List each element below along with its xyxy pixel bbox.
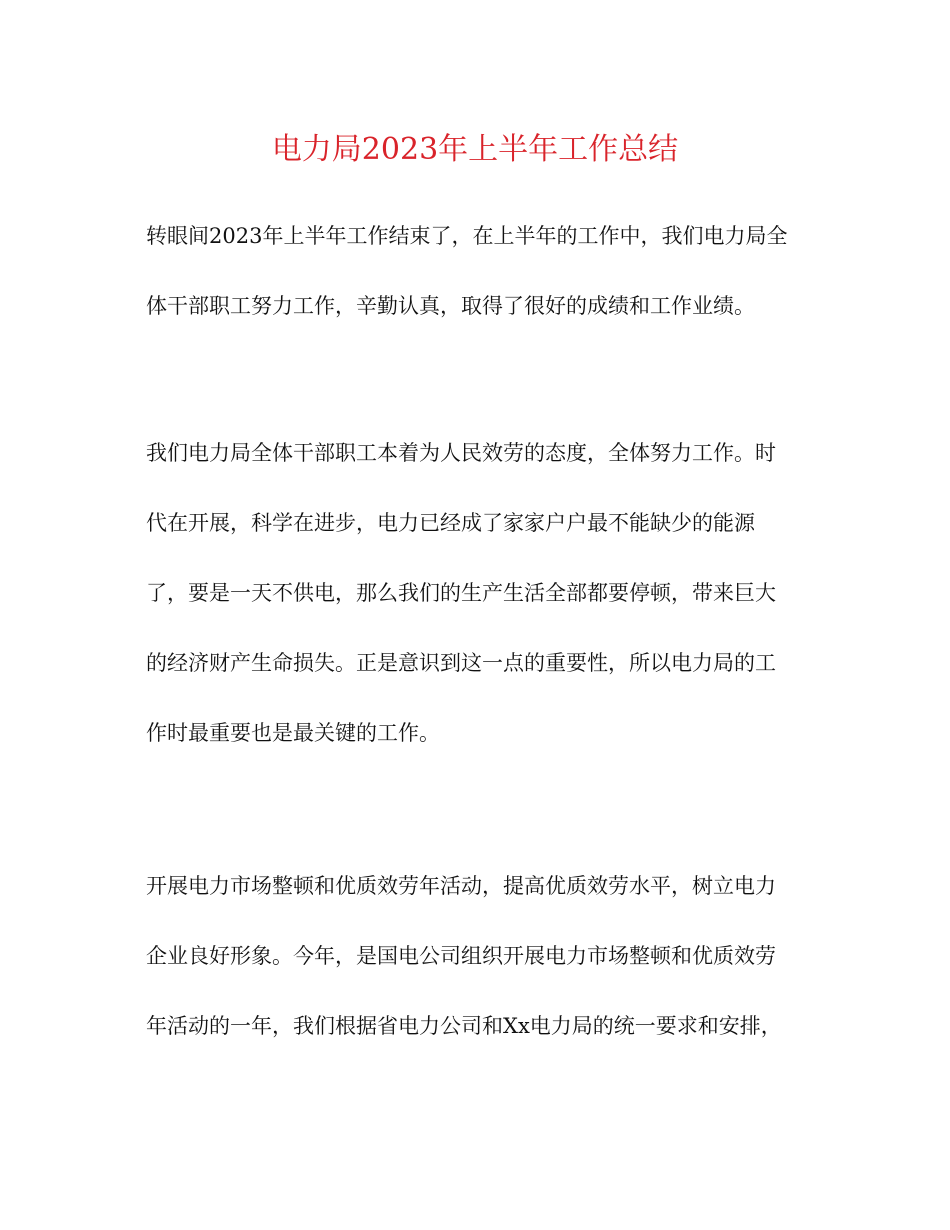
paragraph-3 <box>146 851 816 1061</box>
paragraph-line: 了，要是一天不供电，那么我们的生产生活全部都要停顿，带来巨大 <box>146 581 776 605</box>
paragraph-line: 开展电力市场整顿和优质效劳年活动，提高优质效劳水平，树立电力 <box>146 874 776 898</box>
paragraph-line: 转眼间2023年上半年工作结束了，在上半年的工作中，我们电力局全 <box>146 224 788 248</box>
paragraph-2 <box>146 418 816 768</box>
paragraph-line: 代在开展，科学在进步，电力已经成了家家户户最不能缺少的能源 <box>146 511 755 535</box>
paragraph-line: 作时最重要也是最关键的工作。 <box>146 721 440 745</box>
paragraph-line: 企业良好形象。今年，是国电公司组织开展电力市场整顿和优质效劳 <box>146 944 776 968</box>
paragraph-line: 年活动的一年，我们根据省电力公司和Xx电力局的统一要求和安排， <box>146 1014 782 1038</box>
paragraph-line: 我们电力局全体干部职工本着为人民效劳的态度，全体努力工作。时 <box>146 441 776 465</box>
paragraph-line: 的经济财产生命损失。正是意识到这一点的重要性，所以电力局的工 <box>146 651 776 675</box>
paragraph-line: 体干部职工努力工作，辛勤认真，取得了很好的成绩和工作业绩。 <box>146 294 755 318</box>
document-title: 电力局2023年上半年工作总结 <box>271 132 679 167</box>
paragraph-1 <box>146 201 816 341</box>
